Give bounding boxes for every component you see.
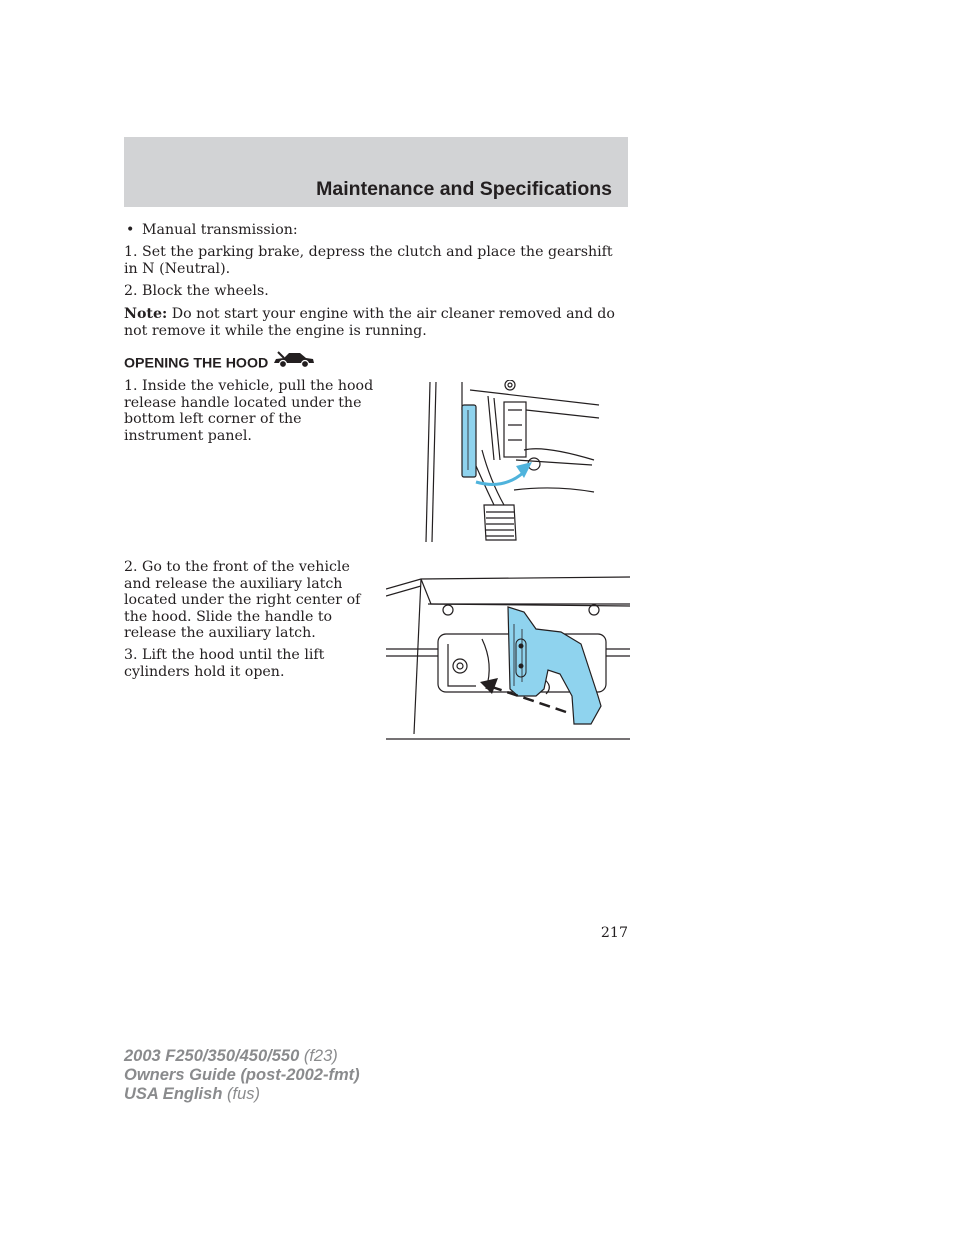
note-label: Note:	[124, 306, 168, 322]
pull-direction-arrow	[476, 472, 524, 484]
section-title: Maintenance and Specifications	[316, 178, 612, 200]
bullet-text: Manual transmission:	[142, 222, 298, 238]
footer-guide: Owners Guide (post-2002-fmt)	[124, 1066, 360, 1084]
footer-language-line	[124, 1085, 360, 1104]
page-number: 217	[600, 925, 628, 941]
hood-release-handle	[462, 405, 476, 477]
footer	[124, 1047, 360, 1104]
hood-release-handle-illustration	[424, 380, 604, 545]
header-band	[124, 137, 628, 207]
bullet-icon: •	[126, 222, 135, 238]
footer-language: USA English	[124, 1085, 223, 1103]
note-text: Do not start your engine with the air cleaner removed and do not remove it while the engine is running.	[124, 306, 615, 339]
footer-language-code: (fus)	[222, 1085, 260, 1103]
section-heading-text: OPENING THE HOOD	[124, 355, 269, 372]
note-paragraph	[124, 306, 624, 339]
auxiliary-latch-illustration	[386, 574, 630, 742]
footer-guide-line	[124, 1066, 360, 1085]
step-2: 2. Go to the front of the vehicle and release the auxiliary latch located under the right center of the hood. Slide the handle to release the auxiliary latch.	[124, 559, 361, 641]
footer-model-line	[124, 1047, 360, 1066]
intro-step-2: 2. Block the wheels.	[124, 283, 269, 299]
footer-model: 2003 F250/350/450/550	[124, 1047, 300, 1065]
bullet-item	[124, 222, 624, 239]
section-heading	[124, 352, 316, 374]
step-3: 3. Lift the hood until the lift cylinders hold it open.	[124, 647, 325, 680]
step-1: 1. Inside the vehicle, pull the hood release handle located under the bottom left corner of the instrument panel.	[124, 378, 374, 444]
car-hood-open-icon	[272, 349, 316, 375]
intro-step-1: 1. Set the parking brake, depress the clutch and place the gearshift in N (Neutral).	[124, 244, 613, 277]
footer-model-code: (f23)	[299, 1047, 338, 1065]
